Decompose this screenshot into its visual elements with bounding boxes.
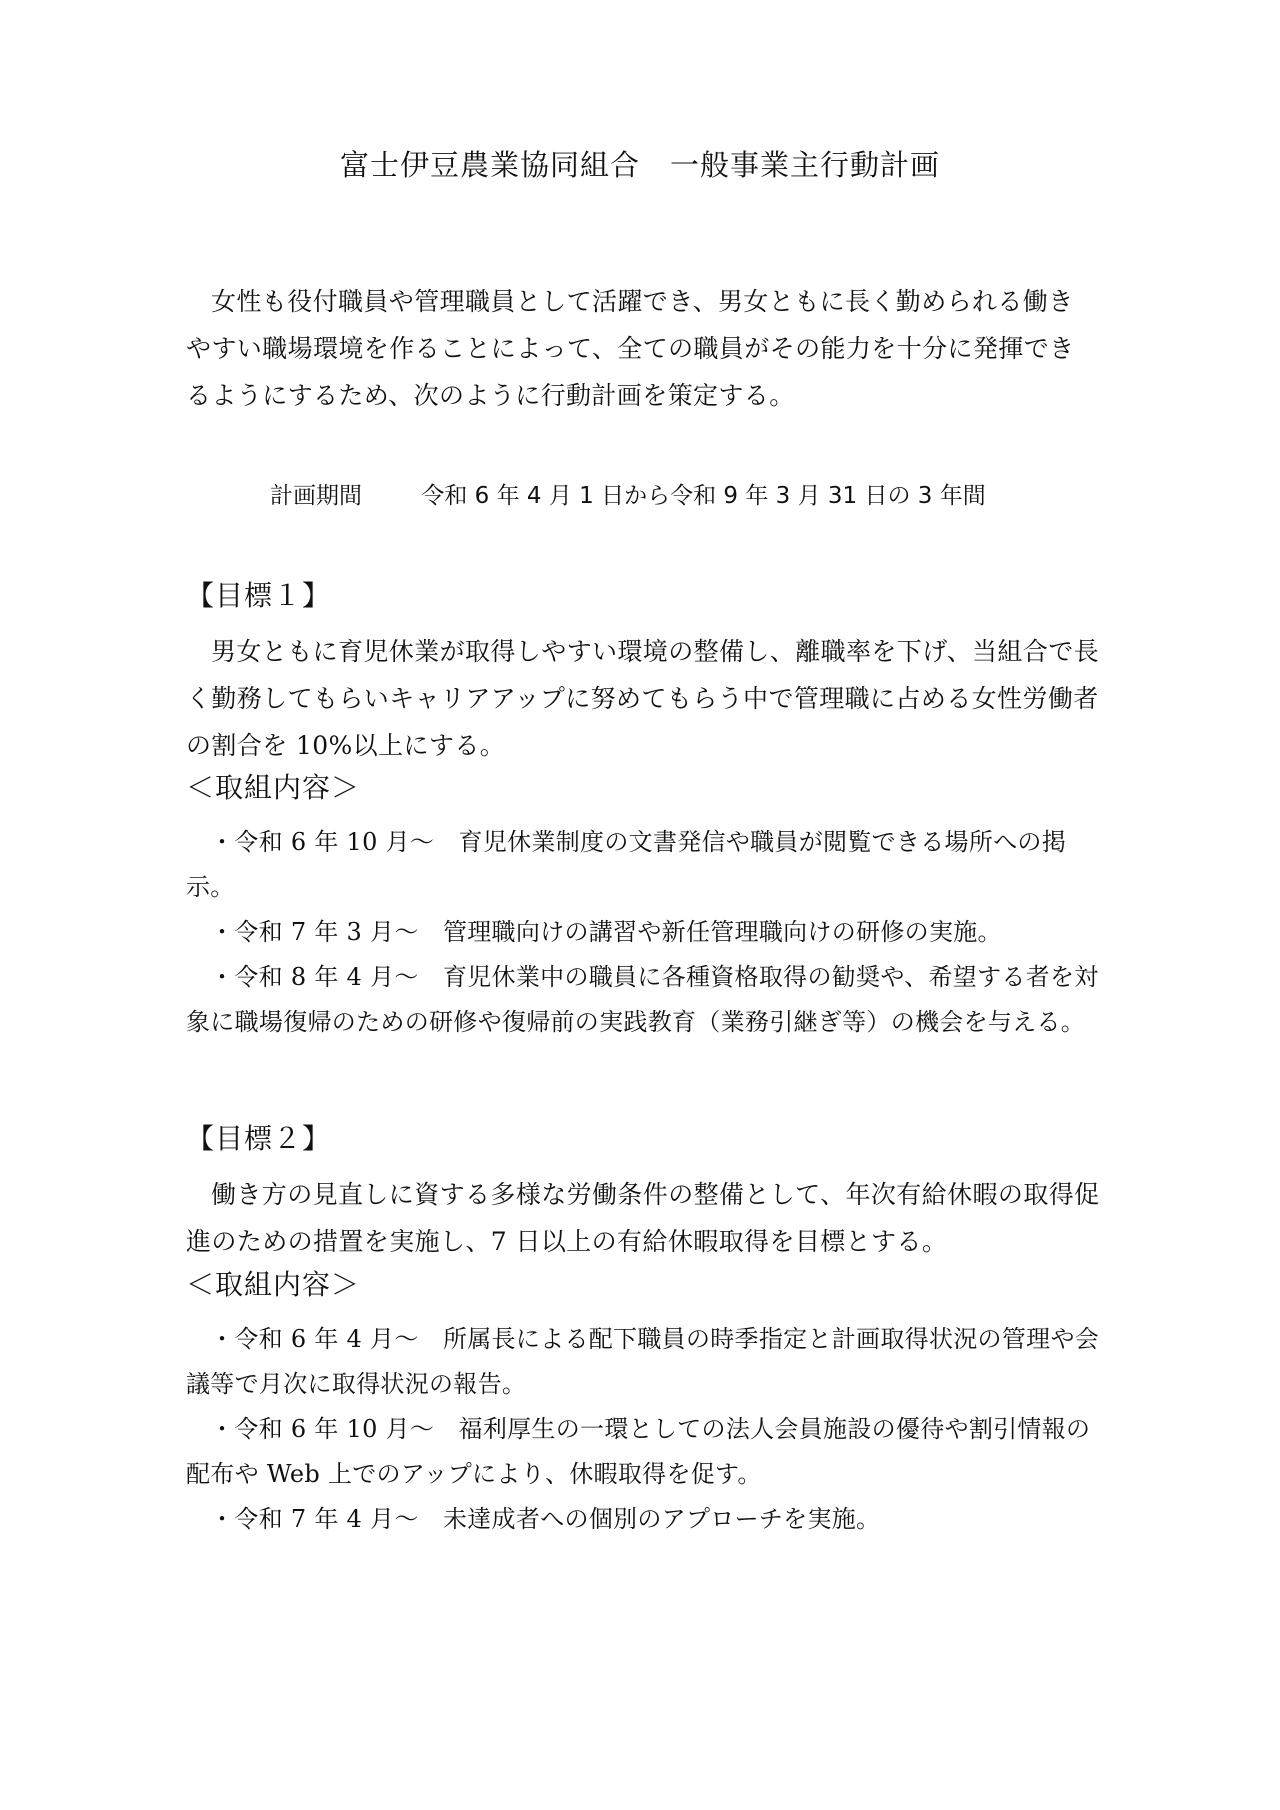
goal2-action-item: ・令和 6 年 10 月～ 福利厚生の一環としての法人会員施設の優待や割引情報の配布や Web 上でのアップにより、休暇取得を促す。: [186, 1415, 1091, 1488]
goal1-heading: 【目標１】: [186, 579, 332, 612]
intro-paragraph: 女性も役付職員や管理職員として活躍でき、男女ともに長く勤められる働きやすい職場環境を作ることによって、全ての職員がその能力を十分に発揮できるようにするため、次のように行動計画を策定する。: [186, 287, 1075, 410]
document-title: 富士伊豆農業協同組合 一般事業主行動計画: [339, 148, 940, 182]
goal1-actions-list: [186, 820, 1106, 1045]
goal2-actions-list: [186, 1317, 1106, 1542]
plan-period-label: 計画期間: [270, 483, 362, 509]
goal1-action-item: ・令和 7 年 3 月～ 管理職向けの講習や新任管理職向けの研修の実施。: [210, 918, 1002, 946]
goal2-actions-heading: ＜取組内容＞: [186, 1268, 361, 1301]
goal1-action-item: ・令和 8 年 4 月～ 育児休業中の職員に各種資格取得の勧奨や、希望する者を対象に職場復帰のための研修や復帰前の実践教育（業務引継ぎ等）の機会を与える。: [186, 963, 1099, 1036]
goal1-actions-heading: ＜取組内容＞: [186, 771, 361, 804]
goal2-heading: 【目標２】: [186, 1122, 332, 1155]
goal1-action-item: ・令和 6 年 10 月～ 育児休業制度の文書発信や職員が閲覧できる場所への掲示。: [186, 828, 1067, 901]
plan-period: [270, 477, 986, 510]
goal2-text: 働き方の見直しに資する多様な労働条件の整備として、年次有給休暇の取得促進のための措置を実施し、7 日以上の有給休暇取得を目標とする。: [186, 1180, 1100, 1256]
goal2-action-item: ・令和 6 年 4 月～ 所属長による配下職員の時季指定と計画取得状況の管理や会議等で月次に取得状況の報告。: [186, 1325, 1100, 1398]
goal1-text: 男女ともに育児休業が取得しやすい環境の整備し、離職率を下げ、当組合で長く勤務してもらいキャリアアップに努めてもらう中で管理職に占める女性労働者の割合を 10%以上にする。: [186, 637, 1100, 760]
goal2-action-item: ・令和 7 年 4 月～ 未達成者への個別のアプローチを実施。: [210, 1505, 881, 1533]
plan-period-value: 令和 6 年 4 月 1 日から令和 9 年 3 月 31 日の 3 年間: [421, 483, 986, 509]
